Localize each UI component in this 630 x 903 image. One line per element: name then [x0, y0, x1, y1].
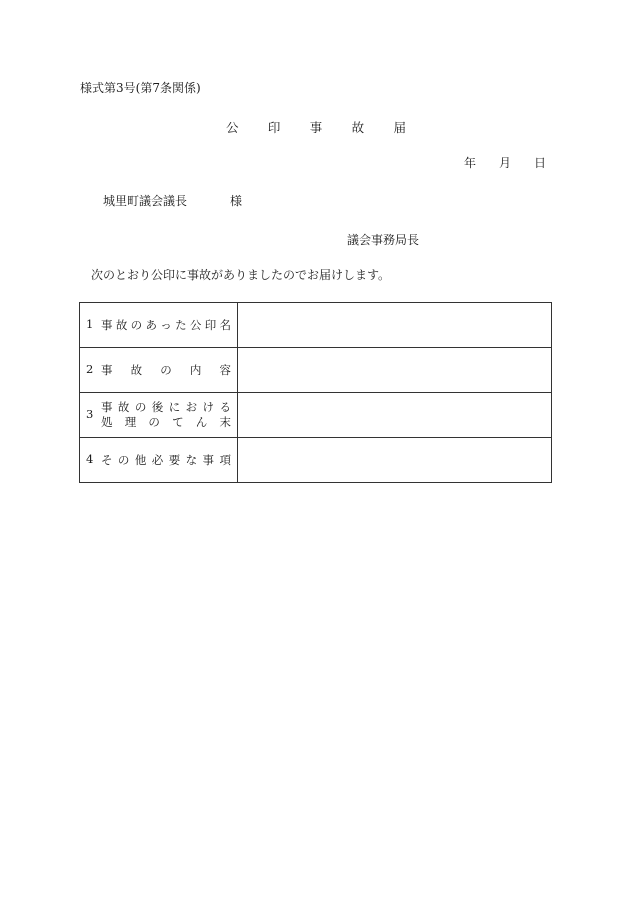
title-char: 公 [226, 120, 239, 135]
label-char: の [160, 362, 172, 377]
label-char: 後 [151, 400, 164, 414]
row-value-cell[interactable] [238, 303, 552, 348]
row-label-text [101, 453, 231, 468]
row-number: 4 [86, 452, 94, 467]
label-char: 要 [168, 452, 181, 467]
date-month: 月 [498, 156, 511, 170]
row-value-cell[interactable] [238, 393, 552, 438]
row-label-cell [80, 393, 238, 438]
row-value-cell[interactable] [238, 348, 552, 393]
label-char: 容 [219, 362, 231, 377]
label-char: 事 [202, 452, 215, 467]
label-char: 内 [189, 362, 202, 377]
label-char: の [117, 452, 130, 467]
row-label-text [101, 400, 231, 430]
label-char: 理 [124, 415, 137, 429]
row-label-line [101, 400, 231, 415]
label-char: 公 [189, 317, 202, 332]
addressee: 城里町議会議長 [103, 194, 188, 208]
row-label [80, 438, 237, 482]
table-row [80, 438, 552, 483]
label-char: 故 [115, 317, 128, 332]
label-char: け [202, 400, 215, 414]
title-char: 届 [393, 120, 406, 135]
label-char: の [148, 415, 160, 429]
row-number: 3 [86, 407, 94, 422]
label-char: る [219, 400, 231, 414]
row-label-line [101, 415, 231, 430]
label-char: 故 [130, 362, 143, 377]
date-year: 年 [464, 156, 477, 170]
row-number: 2 [86, 362, 94, 377]
date-day: 日 [533, 156, 546, 170]
title-char: 印 [267, 120, 281, 135]
row-label-line [101, 318, 231, 333]
label-char: て [172, 415, 184, 429]
label-char: の [134, 400, 147, 414]
row-label-text [101, 363, 231, 378]
label-char: 末 [219, 415, 231, 429]
label-char: 項 [219, 452, 231, 467]
label-char: 事 [101, 362, 113, 377]
row-label [80, 348, 237, 392]
label-char: 必 [151, 452, 164, 467]
label-char: ん [195, 415, 208, 429]
table-row [80, 348, 552, 393]
info-table [79, 302, 552, 483]
label-char: あ [145, 317, 157, 332]
table-row [80, 393, 552, 438]
sender: 議会事務局長 [347, 233, 420, 247]
label-char: な [185, 452, 198, 467]
title-char: 事 [309, 120, 323, 135]
date-line [464, 156, 546, 170]
label-char: 事 [101, 317, 113, 332]
row-label-line [101, 363, 231, 378]
label-char: 名 [219, 317, 231, 332]
row-label-line [101, 453, 231, 468]
row-label-text [101, 318, 231, 333]
label-char: 他 [134, 452, 147, 467]
row-value-cell[interactable] [238, 438, 552, 483]
row-number: 1 [86, 317, 94, 332]
label-char: そ [101, 452, 113, 467]
row-label [80, 303, 237, 347]
row-label-cell [80, 348, 238, 393]
label-char: 処 [101, 415, 113, 429]
label-char: 印 [204, 317, 217, 332]
form-number: 様式第3号(第7条関係) [80, 81, 201, 95]
row-label-cell [80, 438, 238, 483]
label-char: に [168, 400, 181, 414]
row-label [80, 393, 237, 437]
form-title [226, 120, 406, 135]
label-char: の [130, 317, 143, 332]
label-char: っ [160, 317, 172, 332]
intro-text: 次のとおり公印に事故がありましたのでお届けします。 [91, 268, 391, 282]
label-char: 故 [117, 400, 130, 414]
table-row [80, 303, 552, 348]
row-label-cell [80, 303, 238, 348]
label-char: た [175, 317, 187, 332]
label-char: 事 [101, 400, 113, 414]
honorific: 様 [230, 194, 243, 208]
label-char: お [185, 400, 198, 414]
title-char: 故 [351, 120, 365, 135]
